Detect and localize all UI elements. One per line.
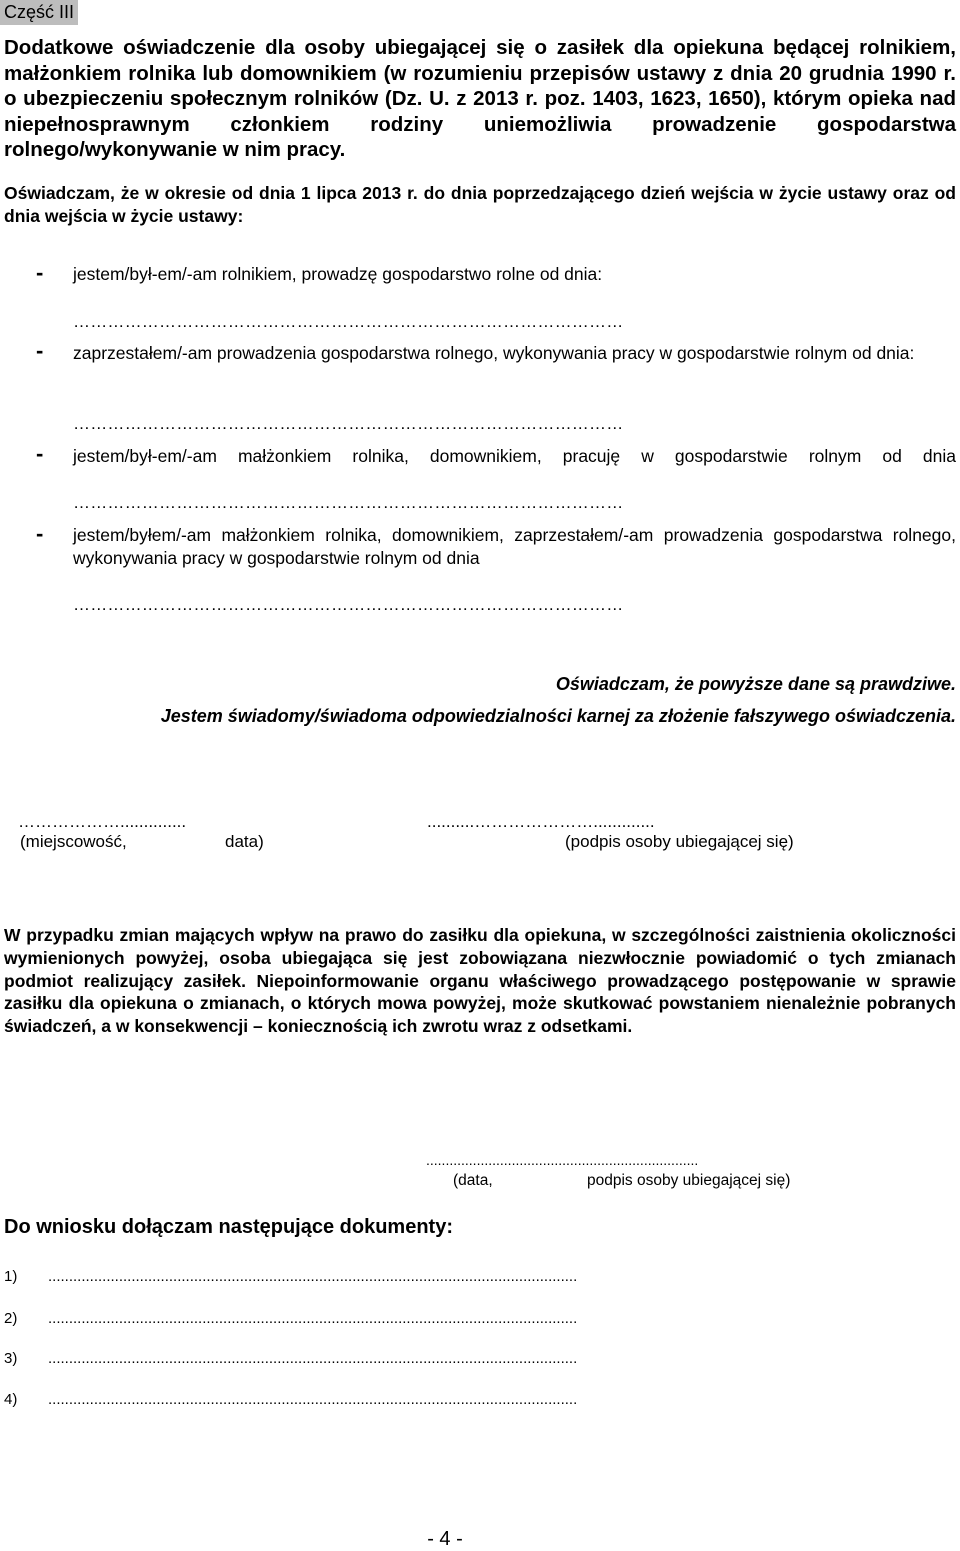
list-item: jestem/był-em/-am rolnikiem, prowadzę gospodarstwo rolne od dnia: <box>73 264 603 284</box>
signature-line: ..........…………………............. <box>427 812 655 831</box>
document-number: 3) <box>4 1350 18 1367</box>
fill-in-line: …………………………………………………………………………………… <box>73 414 624 433</box>
place-date-line: ……………….............. <box>18 812 187 831</box>
signature-label: (podpis osoby ubiegającej się) <box>565 832 794 851</box>
place-label: (miejscowość, <box>20 832 127 851</box>
list-item: jestem/był-em/-am małżonkiem rolnika, domownikiem, pracuję w gospodarstwie rolnym od dnia <box>73 446 956 466</box>
document-line: ............................................................................................................................... <box>48 1391 578 1408</box>
document-title: Dodatkowe oświadczenie dla osoby ubiegającej się o zasiłek dla opiekuna będącej rolnikiem, małżonkiem rolnika lub domownikiem (w rozumieniu przepisów ustawy z dnia 20 grudnia 1990 r. o ubezpieczeniu społecznym rolników (Dz. U. z 2013 r. poz. 1403, 1623, 1650), którym opieka nad niepełnosprawnym członkiem rodziny uniemożliwia prowadzenie gospodarstwa rolnego/wykonywanie w nim pracy. <box>4 36 956 161</box>
document-number: 1) <box>4 1268 18 1285</box>
date-label: (data, <box>453 1172 493 1189</box>
documents-title: Do wniosku dołączam następujące dokumenty: <box>4 1216 453 1238</box>
change-notice: W przypadku zmian mających wpływ na prawo do zasiłku dla opiekuna, w szczególności zaistnienia okoliczności wymienionych powyżej, osoba ubiegająca się jest zobowiązana niezwłocznie powiadomić o tych zmianach podmiot realizujący zasiłek. Niepoinformowanie organu właściwego prowadzącego postępowanie w sprawie zasiłku dla opiekuna o zmianach, o których mowa powyżej, może skutkować powstaniem nienależnie pobranych świadczeń, a w konsekwencji – koniecznością ich zwrotu wraz z odsetkami. <box>4 925 956 1037</box>
affirmation-liability: Jestem świadomy/świadoma odpowiedzialności karnej za złożenie fałszywego oświadczenia. <box>160 706 956 726</box>
affirmation-truth: Oświadczam, że powyższe dane są prawdziwe. <box>555 674 956 694</box>
fill-in-line: …………………………………………………………………………………… <box>73 595 624 614</box>
fill-in-line: …………………………………………………………………………………… <box>73 493 624 512</box>
item-dash: - <box>36 260 44 285</box>
signature-line: ...................................................................... <box>426 1152 699 1168</box>
document-line: ............................................................................................................................... <box>48 1310 578 1327</box>
list-item: zaprzestałem/-am prowadzenia gospodarstwa rolnego, wykonywania pracy w gospodarstwie rolnym od dnia: <box>73 343 915 363</box>
date-label: data) <box>225 832 264 851</box>
document-line: ............................................................................................................................... <box>48 1350 578 1367</box>
document-number: 4) <box>4 1391 18 1408</box>
declaration: Oświadczam, że w okresie od dnia 1 lipca 2013 r. do dnia poprzedzającego dzień wejścia w życie ustawy oraz od dnia wejścia w życie ustawy: <box>4 183 956 226</box>
item-dash: - <box>36 521 44 546</box>
document-line: ............................................................................................................................... <box>48 1268 578 1285</box>
page-number: - 4 - <box>427 1528 463 1550</box>
item-dash: - <box>36 338 44 363</box>
item-dash: - <box>36 441 44 466</box>
declaration-text <box>4 182 956 228</box>
fill-in-line: …………………………………………………………………………………… <box>73 312 624 331</box>
list-item: jestem/byłem/-am małżonkiem rolnika, domownikiem, zaprzestałem/-am prowadzenia gospodarstwa rolnego, wykonywania pracy w gospodarstwie rolnym od dnia <box>73 525 956 568</box>
signature-label: podpis osoby ubiegającej się) <box>587 1172 791 1189</box>
section-label: Część III <box>0 2 78 23</box>
document-number: 2) <box>4 1310 18 1327</box>
